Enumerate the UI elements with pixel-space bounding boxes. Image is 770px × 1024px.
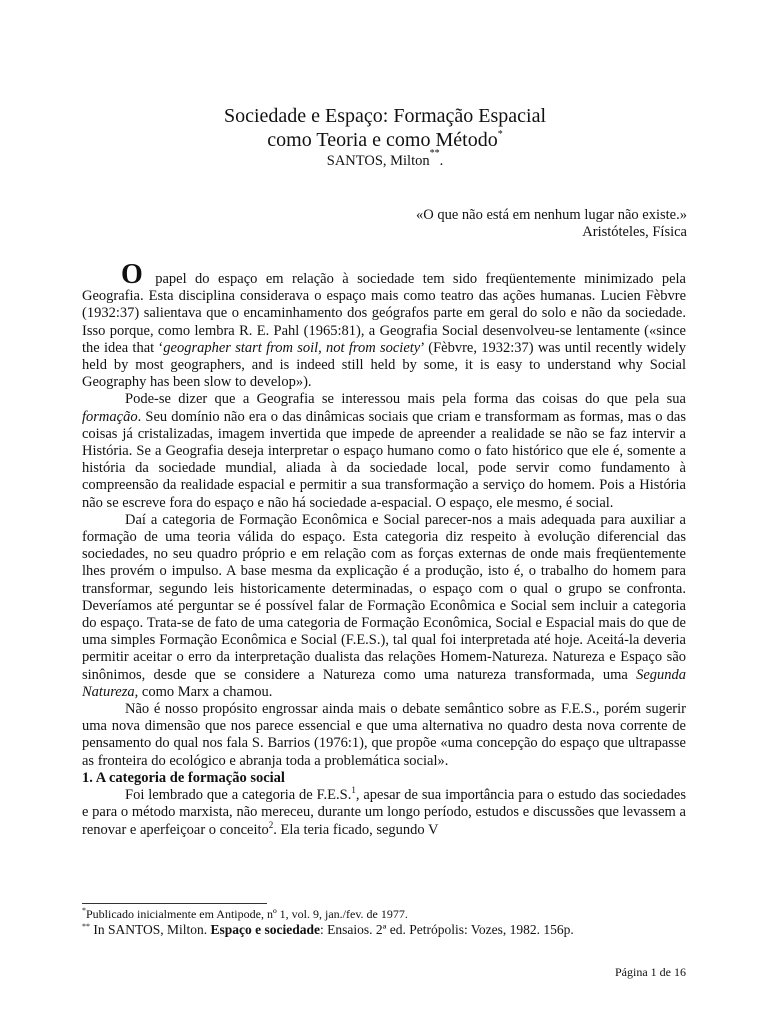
author-end: . xyxy=(439,153,444,169)
paragraph-2 xyxy=(82,391,686,511)
footnote-2-mark: ** xyxy=(82,922,90,931)
body-text xyxy=(82,259,686,839)
footnote-2 xyxy=(82,922,686,937)
drop-cap: O xyxy=(121,259,143,290)
footnotes xyxy=(82,907,686,937)
epigraph xyxy=(416,207,687,241)
document-title-line-1 xyxy=(0,104,770,128)
footnote-1-text: Publicado inicialmente em Antipode, nº 1, vol. 9, jan./fev. de 1977. xyxy=(86,907,408,921)
footnote-2-text-b: : Ensaios. 2ª ed. Petrópolis: Vozes, 1982. 156p. xyxy=(320,922,574,937)
paragraph-4: Não é nosso propósito engrossar ainda mais o debate semântico sobre as F.E.S., porém sugerir uma nova dimensão que nos parece essencial e que uma alternativa no quadro desta nova corrente de pensamento do qual nos fala S. Barrios (1976:1), que propõe «uma concepção do espaço que ultrapasse as fronteira do ecológico e abranja toda a problemática social». xyxy=(82,701,686,769)
author-footnote-mark[interactable]: ** xyxy=(429,148,440,159)
epigraph-quote: «O que não está em nenhum lugar não existe.» xyxy=(416,207,687,223)
paragraph-1-text-a: papel do espaço em relação à sociedade tem sido freqüentemente minimizado pela Geografia. Esta disciplina considerava o espaço mais como teatro das ações humanas. Lucien Fèbvre (1932:37) salientava que o encaminhamento dos geógrafos parte em geral do solo e não da sociedade. Isso porque, como lembra R. E. Pahl (1965:81), a Geografia Social desenvolveu-se lentamente («since the idea that ‘ xyxy=(82,271,686,356)
paragraph-5-text-c: . Ela teria ficado, segundo V xyxy=(273,821,439,838)
paragraph-2-text-b: . Seu domínio não era o das dinâmicas sociais que criam e transformam as formas, mas o das coisas já cristalizadas, imagem invertida que impede de apreender a realidade se não se faz intervir a História. Se a Geografia deseja interpretar o espaço humano como o fato histórico que ele é, somente a história da sociedade mundial, aliada à da sociedade local, pode servir como fundamento à compreensão da realidade espacial e permitir a sua transformação a serviço do homem. Pois a História não se escreve fora do espaço e não há sociedade a-espacial. O espaço, ele mesmo, é social. xyxy=(82,408,686,511)
title-footnote-mark[interactable]: * xyxy=(497,129,503,140)
paragraph-2-text-a: Pode-se dizer que a Geografia se interessou mais pela forma das coisas do que pela sua xyxy=(125,391,686,408)
paragraph-5-text-b: , apesar de sua importância para o estudo das sociedades e para o método marxista, não mereceu, durante um longo período, estudos e discussões que levassem a renovar e aperfeiçoar o conceito xyxy=(82,787,686,838)
epigraph-attribution: Aristóteles, Física xyxy=(582,224,687,240)
paragraph-3 xyxy=(82,512,686,701)
paragraph-1-text-b: ’ (Fèbvre, 1932:37) was until recently widely held by most geographers, and is indeed still held by some, it is easy to understand why Social Geography has been slow to develop»). xyxy=(82,339,686,391)
paragraph-1 xyxy=(82,259,686,391)
paragraph-5 xyxy=(82,787,686,839)
paragraph-3-italic: Segunda Natureza xyxy=(82,666,686,700)
title-text-2: como Teoria e como Método xyxy=(267,129,498,151)
footnote-2-bold: Espaço e sociedade xyxy=(210,922,321,937)
paragraph-3-text-b: , como Marx a chamou. xyxy=(134,683,273,700)
footnote-1 xyxy=(82,907,686,922)
page-number: Página 1 de 16 xyxy=(615,965,686,979)
footnote-1-mark: * xyxy=(82,906,86,915)
paragraph-1-italic: geographer start from soil, not from society xyxy=(163,339,421,356)
paragraph-2-italic: formação xyxy=(82,408,138,425)
paragraph-5-text-a: Foi lembrado que a categoria de F.E.S. xyxy=(125,787,352,804)
footnote-2-text-a: In SANTOS, Milton. xyxy=(90,922,211,937)
author-name: SANTOS, Milton xyxy=(326,153,430,169)
footnote-ref-2[interactable]: 2 xyxy=(268,819,274,830)
section-heading: 1. A categoria de formação social xyxy=(82,769,285,786)
author-line xyxy=(0,148,770,170)
paragraph-3-text-a: Daí a categoria de Formação Econômica e Social parecer-nos a mais adequada para auxiliar a formação de uma teoria válida do espaço. Esta categoria diz respeito à evolução diferencial das sociedades, no seu quadro próprio e em relação com as forças externas de onde mais freqüentemente lhes provém o impulso. A base mesma da explicação é a produção, isto é, o trabalho do homem para transformar, segundo leis historicamente determinadas, o espaço com o qual o grupo se confronta. Deveríamos até perguntar se é possível falar de Formação Econômica e Social sem incluir a categoria do espaço. Trata-se de fato de uma categoria de Formação Econômica, Social e Espacial mais do que de uma simples Formação Econômica e Social (F.E.S.), tal qual foi interpretada até hoje. Aceitá-la deveria permitir aceitar o erro da interpretação dualista das relações Homem-Natureza. Natureza e Espaço são sinônimos, desde que se considere a Natureza como uma natureza transformada, uma xyxy=(82,511,686,683)
document-title-line-2 xyxy=(0,128,770,152)
title-text-1: Sociedade e Espaço: Formação Espacial xyxy=(223,105,547,127)
footnote-divider xyxy=(82,903,267,904)
footnote-ref-1[interactable]: 1 xyxy=(351,785,356,796)
